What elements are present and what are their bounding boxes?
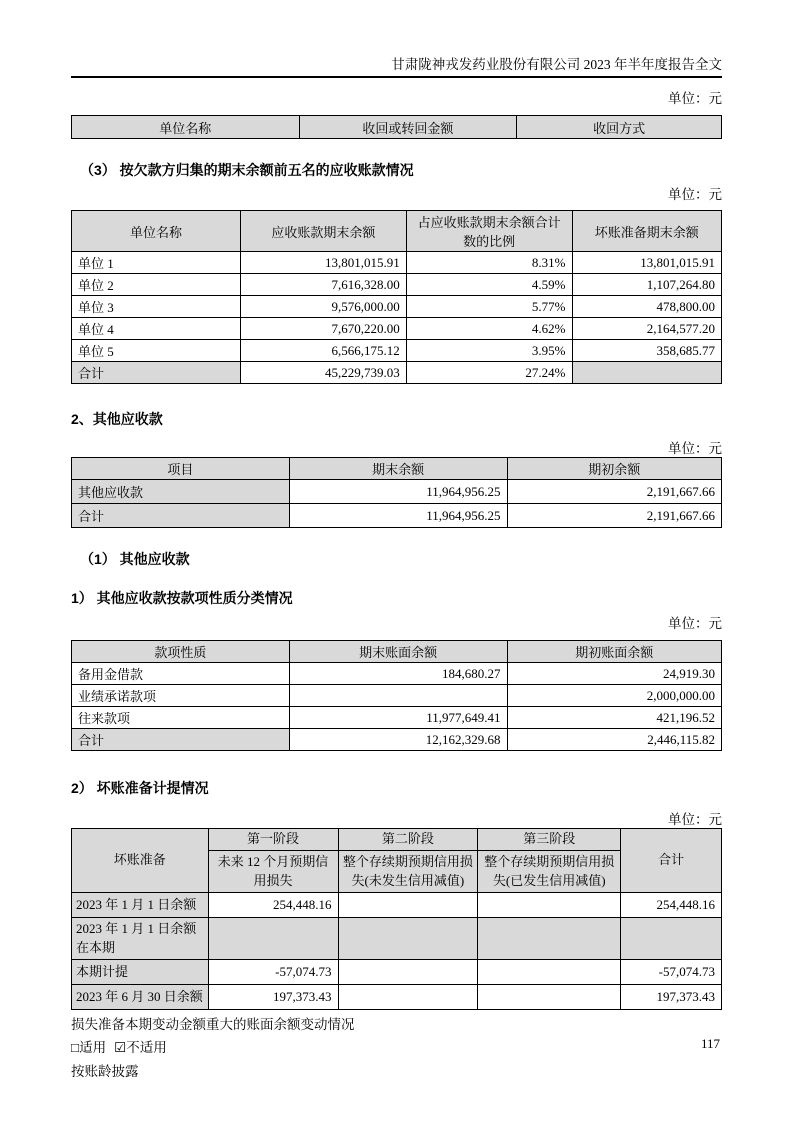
col-header: 单位名称 bbox=[72, 211, 241, 252]
top5-receivables-table bbox=[71, 210, 722, 384]
row-label: 本期计提 bbox=[72, 960, 209, 985]
total-provision bbox=[572, 362, 722, 384]
opening-balance: 2,191,667.66 bbox=[507, 480, 722, 504]
stage3-value bbox=[478, 985, 621, 1010]
closing-book-balance: 184,680.27 bbox=[289, 663, 507, 685]
stage2-value bbox=[338, 960, 478, 985]
nature-label: 备用金借款 bbox=[72, 663, 290, 685]
unit-label: 单位：元 bbox=[668, 187, 722, 202]
page-number: 117 bbox=[700, 1036, 720, 1051]
amount: 7,670,220.00 bbox=[241, 318, 407, 340]
recovery-table bbox=[71, 115, 722, 139]
running-header bbox=[71, 0, 722, 78]
table-header-row bbox=[72, 458, 722, 480]
entity-name: 单位 2 bbox=[72, 274, 241, 296]
unit-label: 单位：元 bbox=[668, 616, 722, 631]
closing-balance: 11,964,956.25 bbox=[289, 504, 507, 528]
entity-name: 单位 1 bbox=[72, 252, 241, 274]
section-heading-nature: 1） 其他应收款按款项性质分类情况 bbox=[71, 590, 293, 606]
ratio: 4.59% bbox=[406, 274, 572, 296]
ratio: 8.31% bbox=[406, 252, 572, 274]
total-row bbox=[72, 362, 722, 384]
bad-debt-provision-table bbox=[71, 828, 722, 1010]
table-row bbox=[72, 707, 722, 729]
total-row bbox=[72, 729, 722, 751]
entity-name: 单位 3 bbox=[72, 296, 241, 318]
amount: 7,616,328.00 bbox=[241, 274, 407, 296]
table-row bbox=[72, 985, 722, 1010]
table-row bbox=[72, 685, 722, 707]
amount: 13,801,015.91 bbox=[241, 252, 407, 274]
closing-book-balance: 12,162,329.68 bbox=[289, 729, 507, 751]
col-header: 占应收账款期末余额合计数的比例 bbox=[406, 211, 572, 252]
provision: 1,107,264.80 bbox=[572, 274, 722, 296]
opening-book-balance: 421,196.52 bbox=[507, 707, 722, 729]
table-header-row bbox=[72, 829, 722, 851]
opening-book-balance: 24,919.30 bbox=[507, 663, 722, 685]
total-value: 254,448.16 bbox=[621, 893, 722, 918]
table-row bbox=[72, 296, 722, 318]
stage1-value: 197,373.43 bbox=[208, 985, 338, 1010]
opening-book-balance: 2,446,115.82 bbox=[507, 729, 722, 751]
col-header: 应收账款期末余额 bbox=[241, 211, 407, 252]
total-value: 197,373.43 bbox=[621, 985, 722, 1010]
total-label: 合计 bbox=[72, 729, 290, 751]
applicability-line bbox=[71, 1039, 722, 1056]
corner-header: 坏账准备 bbox=[72, 829, 209, 893]
stage2-header: 第二阶段 bbox=[338, 829, 478, 851]
amount: 6,566,175.12 bbox=[241, 340, 407, 362]
col-header: 收回方式 bbox=[517, 116, 722, 139]
total-ratio: 27.24% bbox=[406, 362, 572, 384]
stage2-value bbox=[338, 985, 478, 1010]
table-header-row bbox=[72, 641, 722, 663]
col-header: 收回或转回金额 bbox=[299, 116, 517, 139]
nature-classification-table bbox=[71, 640, 722, 751]
unit-label: 单位：元 bbox=[668, 91, 722, 106]
amount: 9,576,000.00 bbox=[241, 296, 407, 318]
note-aging-disclosure: 按账龄披露 bbox=[71, 1064, 139, 1079]
stage1-header: 第一阶段 bbox=[208, 829, 338, 851]
col-header: 单位名称 bbox=[72, 116, 300, 139]
section-heading-1-other: （1） 其他应收款 bbox=[80, 551, 190, 567]
provision: 13,801,015.91 bbox=[572, 252, 722, 274]
col-header: 期初账面余额 bbox=[507, 641, 722, 663]
total-row bbox=[72, 504, 722, 528]
col-header: 坏账准备期末余额 bbox=[572, 211, 722, 252]
col-header: 期末账面余额 bbox=[289, 641, 507, 663]
total-label: 合计 bbox=[72, 362, 241, 384]
ratio: 3.95% bbox=[406, 340, 572, 362]
table-row bbox=[72, 318, 722, 340]
other-receivables-table bbox=[71, 457, 722, 528]
section-heading-other-receivables: 2、其他应收款 bbox=[71, 411, 163, 427]
table-row bbox=[72, 274, 722, 296]
unit-label: 单位：元 bbox=[668, 441, 722, 456]
item-label: 其他应收款 bbox=[72, 480, 290, 504]
report-title: 甘肃陇神戎发药业股份有限公司 2023 年半年度报告全文 bbox=[391, 57, 722, 72]
stage1-value: 254,448.16 bbox=[208, 893, 338, 918]
table-header-row bbox=[72, 211, 722, 252]
nature-label: 业绩承诺款项 bbox=[72, 685, 290, 707]
checkbox-not-applicable: ☑不适用 bbox=[114, 1040, 167, 1055]
table-row bbox=[72, 918, 722, 960]
col-header: 款项性质 bbox=[72, 641, 290, 663]
note-material-change: 损失准备本期变动金额重大的账面余额变动情况 bbox=[71, 1017, 355, 1032]
ratio: 4.62% bbox=[406, 318, 572, 340]
stage2-subheader: 整个存续期预期信用损失(未发生信用减值) bbox=[338, 851, 478, 893]
stage1-subheader: 未来 12 个月预期信用损失 bbox=[208, 851, 338, 893]
col-header: 项目 bbox=[72, 458, 290, 480]
table-header-row bbox=[72, 116, 722, 139]
stage2-value bbox=[338, 918, 478, 960]
section-heading-baddebt: 2） 坏账准备计提情况 bbox=[71, 780, 209, 796]
stage3-value bbox=[478, 960, 621, 985]
table-row bbox=[72, 340, 722, 362]
entity-name: 单位 4 bbox=[72, 318, 241, 340]
stage3-value bbox=[478, 918, 621, 960]
unit-label: 单位：元 bbox=[668, 812, 722, 827]
closing-book-balance bbox=[289, 685, 507, 707]
provision: 2,164,577.20 bbox=[572, 318, 722, 340]
total-header: 合计 bbox=[621, 829, 722, 893]
table-row bbox=[72, 252, 722, 274]
total-amount: 45,229,739.03 bbox=[241, 362, 407, 384]
opening-book-balance: 2,000,000.00 bbox=[507, 685, 722, 707]
ratio: 5.77% bbox=[406, 296, 572, 318]
row-label: 2023 年 1 月 1 日余额在本期 bbox=[72, 918, 209, 960]
table-row bbox=[72, 893, 722, 918]
closing-balance: 11,964,956.25 bbox=[289, 480, 507, 504]
table-row bbox=[72, 480, 722, 504]
total-value bbox=[621, 918, 722, 960]
col-header: 期初余额 bbox=[507, 458, 722, 480]
nature-label: 往来款项 bbox=[72, 707, 290, 729]
stage2-value bbox=[338, 893, 478, 918]
row-label: 2023 年 1 月 1 日余额 bbox=[72, 893, 209, 918]
checkbox-applicable: □适用 bbox=[71, 1040, 107, 1055]
table-row bbox=[72, 663, 722, 685]
provision: 478,800.00 bbox=[572, 296, 722, 318]
stage1-value: -57,074.73 bbox=[208, 960, 338, 985]
row-label: 2023 年 6 月 30 日余额 bbox=[72, 985, 209, 1010]
col-header: 期末余额 bbox=[289, 458, 507, 480]
provision: 358,685.77 bbox=[572, 340, 722, 362]
stage1-value bbox=[208, 918, 338, 960]
closing-book-balance: 11,977,649.41 bbox=[289, 707, 507, 729]
entity-name: 单位 5 bbox=[72, 340, 241, 362]
opening-balance: 2,191,667.66 bbox=[507, 504, 722, 528]
stage3-value bbox=[478, 893, 621, 918]
total-value: -57,074.73 bbox=[621, 960, 722, 985]
total-label: 合计 bbox=[72, 504, 290, 528]
section-heading-3: （3） 按欠款方归集的期末余额前五名的应收账款情况 bbox=[80, 162, 414, 178]
stage3-subheader: 整个存续期预期信用损失(已发生信用减值) bbox=[478, 851, 621, 893]
table-row bbox=[72, 960, 722, 985]
stage3-header: 第三阶段 bbox=[478, 829, 621, 851]
